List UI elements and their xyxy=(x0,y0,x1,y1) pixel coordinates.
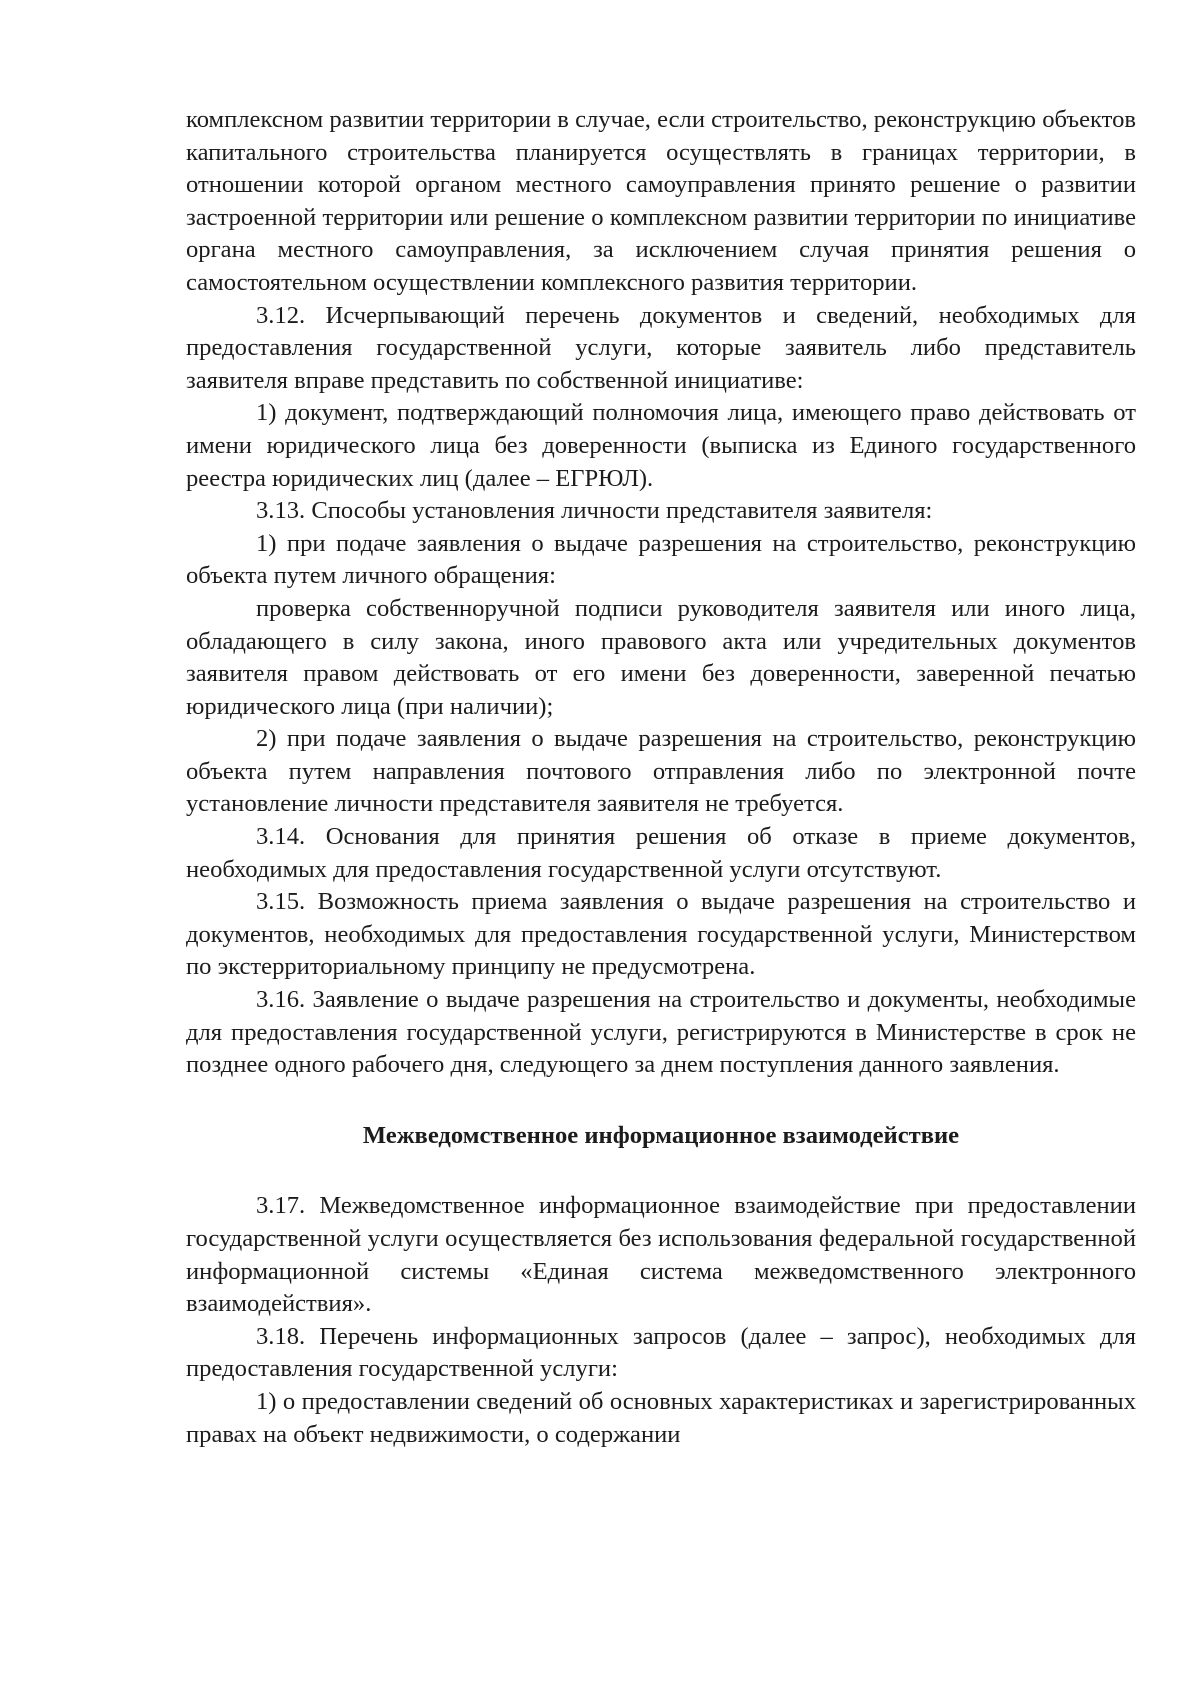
section-before-heading xyxy=(186,104,1136,1082)
paragraph-3-13-item-1-detail: проверка собственноручной подписи руководителя заявителя или иного лица, обладающего в силу закона, иного правового акта или учредительных документов заявителя правом действовать от его имени без доверенности, заверенной печатью юридического лица (при наличии); xyxy=(186,594,1136,720)
section-heading: Межведомственное информационное взаимодействие xyxy=(362,1121,960,1149)
paragraph-3-17: 3.17. Межведомственное информационное взаимодействие при предоставлении государственной услуги осуществляется без использования федеральной государственной информационной системы «Единая система межведомственного электронного взаимодействия». xyxy=(186,1192,1136,1318)
paragraph-3-13-item-1: 1) при подаче заявления о выдаче разрешения на строительство, реконструкцию объекта путем личного обращения: xyxy=(186,529,1136,590)
paragraph-3-13: 3.13. Способы установления личности представителя заявителя: xyxy=(256,497,933,525)
paragraph-3-12-item-1: 1) документ, подтверждающий полномочия лица, имеющего право действовать от имени юридического лица без доверенности (выписка из Единого государственного реестра юридических лиц (далее – ЕГРЮЛ). xyxy=(186,399,1136,492)
paragraph-3-12: 3.12. Исчерпывающий перечень документов и сведений, необходимых для предоставления государственной услуги, которые заявитель либо представитель заявителя вправе представить по собственной инициативе: xyxy=(186,301,1136,394)
section-after-heading xyxy=(186,1190,1136,1451)
paragraph-3-14: 3.14. Основания для принятия решения об отказе в приеме документов, необходимых для предоставления государственной услуги отсутствуют. xyxy=(186,823,1136,883)
paragraph-3-18: 3.18. Перечень информационных запросов (далее – запрос), необходимых для предоставления государственной услуги: xyxy=(186,1322,1136,1383)
paragraph-3-15: 3.15. Возможность приема заявления о выдаче разрешения на строительство и документов, необходимых для предоставления государственной услуги, Министерством по экстерриториальному принципу не предусмотрена. xyxy=(186,888,1136,981)
paragraph-3-13-item-2: 2) при подаче заявления о выдаче разрешения на строительство, реконструкцию объекта путем направления почтового отправления либо по электронной почте установление личности представителя заявителя не требуется. xyxy=(186,725,1136,818)
paragraph-intro: комплексном развитии территории в случае, если строительство, реконструкцию объектов капитального строительства планируется осуществлять в границах территории, в отношении которой органом местного самоуправления принято решение о развитии застроенной территории или решение о комплексном развитии территории по инициативе органа местного самоуправления, за исключением случая принятия решения о самостоятельном осуществлении комплексного развития территории. xyxy=(186,106,1136,296)
paragraph-3-16: 3.16. Заявление о выдаче разрешения на строительство и документы, необходимые для предоставления государственной услуги, регистрируются в Министерстве в срок не позднее одного рабочего дня, следующего за днем поступления данного заявления. xyxy=(186,986,1136,1079)
document-page xyxy=(186,104,1136,1451)
paragraph-3-18-item-1: 1) о предоставлении сведений об основных характеристиках и зарегистрированных правах на объект недвижимости, о содержании xyxy=(186,1387,1136,1448)
